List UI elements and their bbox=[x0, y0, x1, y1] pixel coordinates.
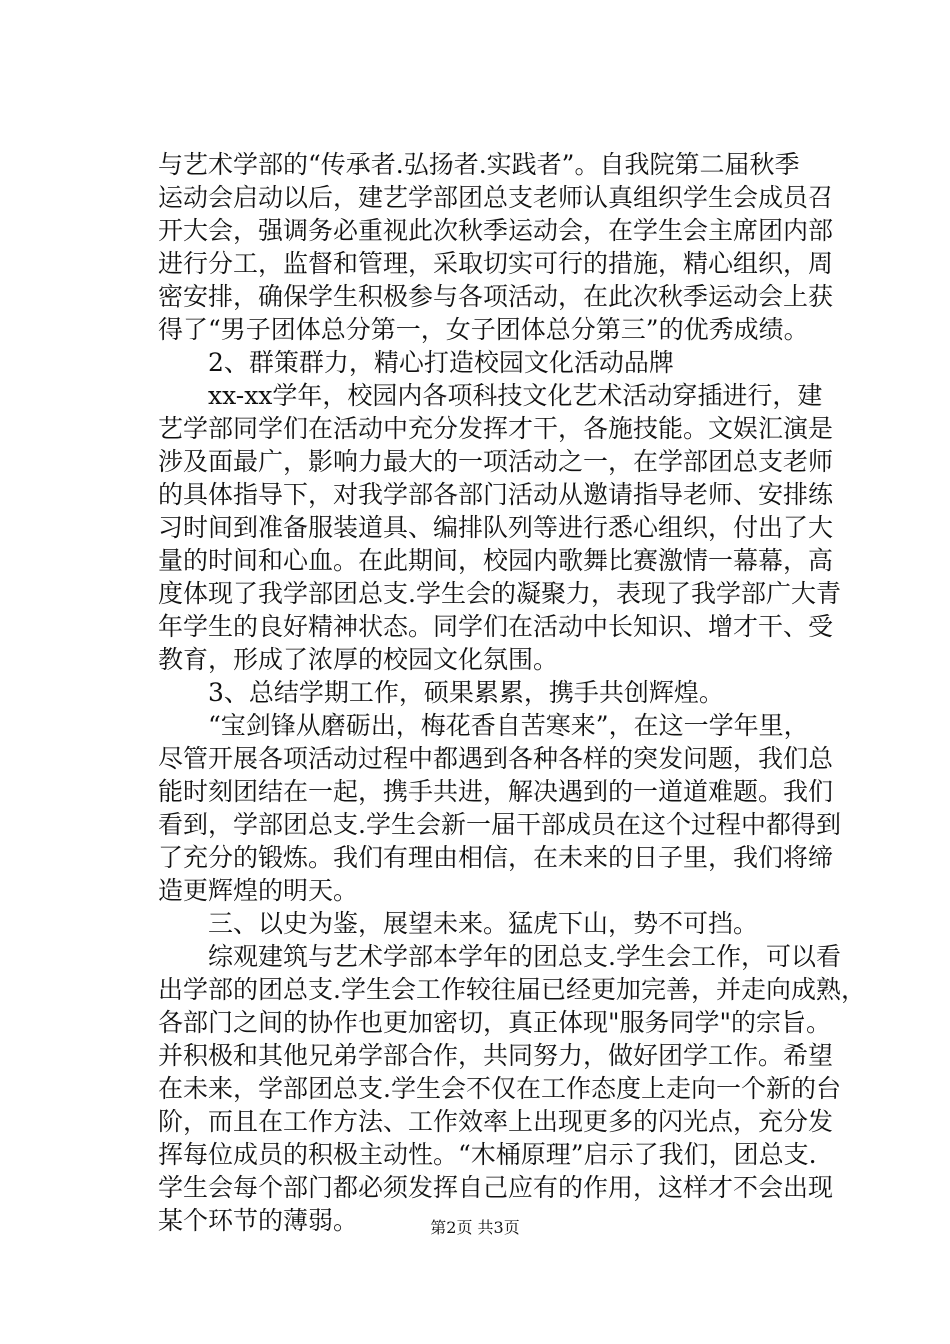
text-line: 开大会，强调务必重视此次秋季运动会，在学生会主席团内部 bbox=[158, 216, 834, 245]
text-line: 涉及面最广，影响力最大的一项活动之一，在学部团总支老师 bbox=[158, 447, 834, 476]
text-line: 各部门之间的协作也更加密切，真正体现"服务同学"的宗旨。 bbox=[158, 1008, 832, 1037]
text-line: 并积极和其他兄弟学部合作，共同努力，做好团学工作。希望 bbox=[158, 1041, 834, 1070]
text-line: 看到，学部团总支.学生会新一届干部成员在这个过程中都得到 bbox=[158, 810, 841, 839]
text-line: 学生会每个部门都必须发挥自己应有的作用，这样才不会出现 bbox=[158, 1173, 834, 1202]
text-line: 出学部的团总支.学生会工作较往届已经更加完善，并走向成熟， bbox=[158, 975, 866, 1004]
text-line: 得了“男子团体总分第一，女子团体总分第三”的优秀成绩。 bbox=[158, 315, 809, 344]
text-line: 量的时间和心血。在此期间，校园内歌舞比赛激情一幕幕，高 bbox=[158, 546, 834, 575]
text-line: 度体现了我学部团总支.学生会的凝聚力，表现了我学部广大青 bbox=[158, 579, 841, 608]
page-number-footer: 第2页 共3页 bbox=[430, 1218, 520, 1237]
text-line: 与艺术学部的“传承者.弘扬者.实践者”。自我院第二届秋季 bbox=[158, 150, 800, 179]
text-line: 教育，形成了浓厚的校园文化氛围。 bbox=[158, 645, 559, 674]
text-line: 运动会启动以后，建艺学部团总支老师认真组织学生会成员召 bbox=[158, 183, 834, 212]
text-line: 综观建筑与艺术学部本学年的团总支.学生会工作，可以看 bbox=[158, 942, 841, 971]
text-line: 的具体指导下，对我学部各部门活动从邀请指导老师、安排练 bbox=[158, 480, 834, 509]
text-line: 阶，而且在工作方法、工作效率上出现更多的闪光点，充分发 bbox=[158, 1107, 834, 1136]
text-line: 进行分工，监督和管理，采取切实可行的措施，精心组织，周 bbox=[158, 249, 834, 278]
text-line: 能时刻团结在一起，携手共进，解决遇到的一道道难题。我们 bbox=[158, 777, 834, 806]
text-line: 年学生的良好精神状态。同学们在活动中长知识、增才干、受 bbox=[158, 612, 834, 641]
text-line: 某个环节的薄弱。 bbox=[158, 1206, 359, 1235]
section-heading: 3、总结学期工作，硕果累累，携手共创辉煌。 bbox=[158, 678, 724, 707]
text-line: 艺学部同学们在活动中充分发挥才干，各施技能。文娱汇演是 bbox=[158, 414, 834, 443]
text-line: 在未来，学部团总支.学生会不仅在工作态度上走向一个新的台 bbox=[158, 1074, 841, 1103]
text-line: “宝剑锋从磨砺出，梅花香自苦寒来”，在这一学年里， bbox=[158, 711, 809, 740]
text-line: 习时间到准备服装道具、编排队列等进行悉心组织，付出了大 bbox=[158, 513, 834, 542]
text-line: 造更辉煌的明天。 bbox=[158, 876, 359, 905]
text-line: 尽管开展各项活动过程中都遇到各种各样的突发问题，我们总 bbox=[158, 744, 834, 773]
text-line: 了充分的锻炼。我们有理由相信，在未来的日子里，我们将缔 bbox=[158, 843, 834, 872]
text-line: 密安排，确保学生积极参与各项活动，在此次秋季运动会上获 bbox=[158, 282, 834, 311]
text-line: xx-xx学年，校园内各项科技文化艺术活动穿插进行，建 bbox=[158, 381, 823, 410]
text-line: 挥每位成员的积极主动性。“木桶原理”启示了我们，团总支. bbox=[158, 1140, 817, 1169]
document-body bbox=[158, 148, 866, 1237]
section-heading: 三、以史为鉴，展望未来。猛虎下山，势不可挡。 bbox=[158, 909, 759, 938]
section-heading: 2、群策群力，精心打造校园文化活动品牌 bbox=[158, 348, 674, 377]
